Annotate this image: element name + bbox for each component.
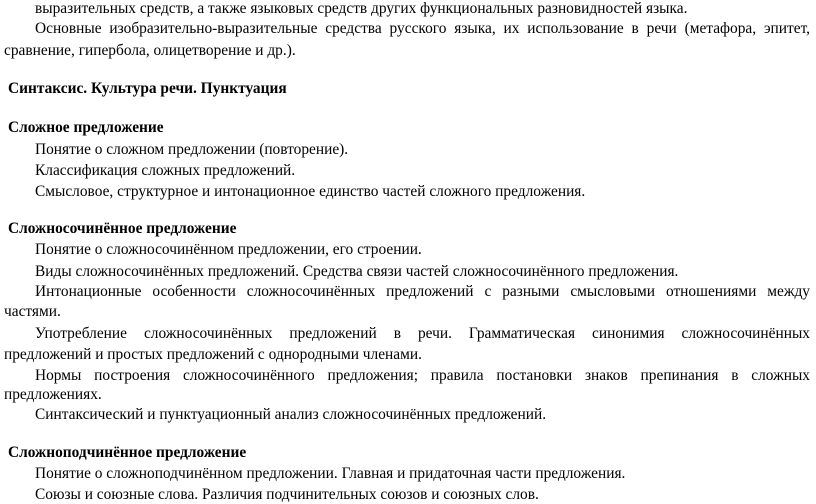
paragraph-line: предложениях. bbox=[4, 386, 102, 403]
paragraph-line: Понятие о сложноподчинённом предложении. Главная и придаточная части предложения. bbox=[35, 465, 626, 482]
subsection-heading: Сложноподчинённое предложение bbox=[8, 444, 247, 461]
subsection-heading: Сложное предложение bbox=[8, 119, 164, 136]
paragraph-line: Классификация сложных предложений. bbox=[35, 162, 296, 179]
paragraph-line: частями. bbox=[4, 303, 61, 320]
paragraph-line: Нормы построения сложносочинённого предложения; правила постановки знаков препинания в сложных bbox=[35, 367, 810, 384]
paragraph-line: предложений и простых предложений с однородными членами. bbox=[4, 346, 422, 363]
paragraph-line: Интонационные особенности сложносочинённых предложений с разными смысловыми отношениями между bbox=[35, 283, 810, 300]
paragraph-line: Основные изобразительно-выразительные средства русского языка, их использование в речи (метафора, эпитет, bbox=[35, 20, 810, 37]
paragraph-line: сравнение, гипербола, олицетворение и др.). bbox=[4, 42, 296, 59]
paragraph-line: Понятие о сложном предложении (повторение). bbox=[35, 141, 349, 158]
paragraph-line: выразительных средств, а также языковых средств других функциональных разновидностей языка. bbox=[35, 0, 688, 17]
paragraph-line: Виды сложносочинённых предложений. Средства связи частей сложносочинённого предложения. bbox=[35, 263, 679, 280]
paragraph-line: Понятие о сложносочинённом предложении, его строении. bbox=[35, 241, 422, 258]
subsection-heading: Сложносочинённое предложение bbox=[8, 220, 237, 237]
paragraph-line: Смысловое, структурное и интонационное единство частей сложного предложения. bbox=[35, 183, 586, 200]
section-heading: Синтаксис. Культура речи. Пунктуация bbox=[8, 80, 287, 97]
paragraph-line: Употребление сложносочинённых предложений в речи. Грамматическая синонимия сложносочинённых bbox=[35, 325, 810, 342]
paragraph-line: Союзы и союзные слова. Различия подчинительных союзов и союзных слов. bbox=[35, 486, 539, 503]
paragraph-line: Синтаксический и пунктуационный анализ сложносочинённых предложений. bbox=[35, 406, 547, 423]
